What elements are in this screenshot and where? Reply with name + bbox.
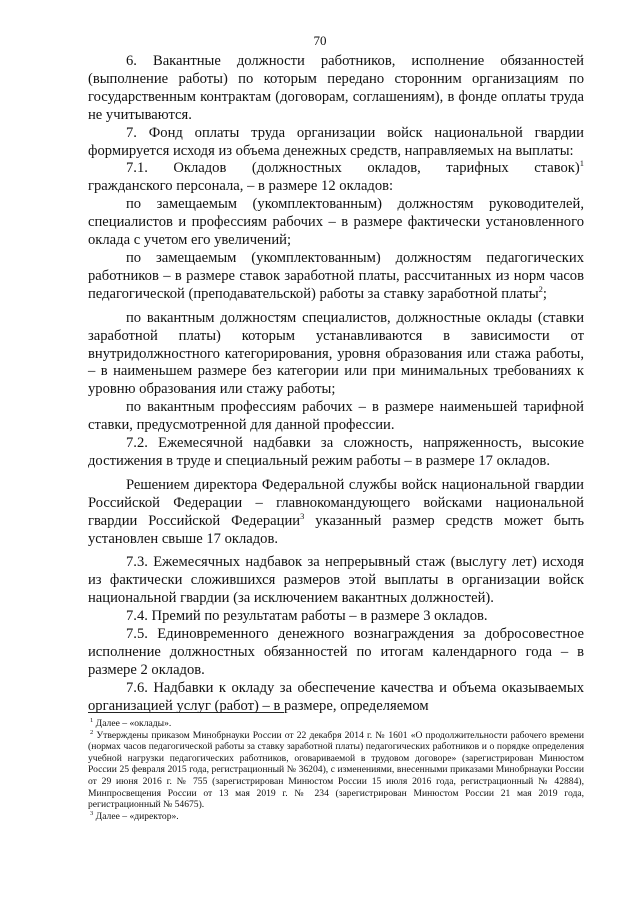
footnote-mark-1: 1 (90, 716, 94, 724)
paragraph-decision-end: указанный размер средств может быть установлен свыше 17 окладов. (88, 512, 584, 547)
paragraph-6: 6. Вакантные должности работников, исполнение обязанностей (выполнение работы) по которым передано сторонним организациям по государственным контрактам (договорам, соглашениям), в фонде оплаты труда не учитываются. (88, 53, 584, 123)
paragraph-vacant-specialists: по вакантным должностям специалистов, должностные оклады (ставки заработной платы) которым устанавливаются в зависимости от внутридолжностного категорирования, уровня образования или стажа работы, – в наименьшем размере без категории или при минимальных требованиях к уровню образования или стажу работы; (88, 309, 584, 398)
footnote-3 (88, 811, 584, 823)
paragraph-7-1-cont: гражданского персонала, – в размере 12 окладов: (88, 178, 394, 195)
footnote-mark-2: 2 (90, 728, 94, 736)
footnote-separator (88, 712, 284, 713)
document-body (88, 53, 584, 716)
footnotes (88, 718, 584, 822)
footnote-ref-3: 3 (300, 510, 305, 521)
footnote-3-text: Далее – «директор». (95, 810, 179, 822)
paragraph-vacant-workers: по вакантным профессиям рабочих – в размере наименьшей тарифной ставки, предусмотренной для данной профессии. (88, 399, 584, 434)
paragraph-decision-text: Решением директора Федеральной службы войск национальной гвардии Российской Федерации – главнокомандующего войсками национальной гвардии Российской Федерации (88, 476, 584, 529)
paragraph-pedagogical-text: по замещаемым (укомплектованным) должностям педагогических работников – в размере ставок заработной платы, рассчитанных из норм часов педагогической (преподавательской) работы за ставку заработной платы (88, 249, 584, 302)
paragraph-pedagogical-end: ; (542, 285, 547, 302)
paragraph-7: 7. Фонд оплаты труда организации войск национальной гвардии формируется исходя из объема денежных средств, направляемых на выплаты: (88, 124, 584, 159)
paragraph-7-1 (88, 160, 584, 178)
paragraph-7-6: 7.6. Надбавки к окладу за обеспечение качества и объема оказываемых организацией услуг (работ) – в размере, определяемом (88, 679, 584, 714)
page-number: 70 (313, 33, 327, 48)
paragraph-managers: по замещаемым (укомплектованным) должностям руководителей, специалистов и профессиям рабочих – в размере фактически установленного оклада с учетом его увеличений; (88, 196, 584, 249)
footnote-2 (88, 730, 584, 811)
paragraph-pedagogical (88, 250, 584, 304)
footnote-ref-1: 1 (579, 158, 584, 169)
paragraph-7-3: 7.3. Ежемесячных надбавок за непрерывный стаж (выслугу лет) исходя из фактически сложившихся размеров этой выплаты в организации войск национальной гвардии (за исключением вакантных должностей). (88, 554, 584, 607)
paragraph-7-2: 7.2. Ежемесячной надбавки за сложность, напряженность, высокие достижения в труде и специальный режим работы – в размере 17 окладов. (88, 435, 584, 469)
footnote-ref-2: 2 (538, 283, 543, 294)
footnote-1-text: Далее – «оклады». (95, 718, 172, 729)
paragraph-7-1-text: 7.1. Окладов (должностных окладов, тарифных ставок) (126, 160, 580, 177)
paragraph-7-5: 7.5. Единовременного денежного вознаграждения за добросовестное исполнение должностных обязанностей по итогам календарного года – в размере 2 окладов. (88, 626, 584, 678)
paragraph-7-4: 7.4. Премий по результатам работы – в размере 3 окладов. (126, 608, 488, 625)
footnote-1 (88, 718, 584, 730)
paragraph-decision (88, 477, 584, 549)
footnote-2-text: Утверждены приказом Минобрнауки России от 22 декабря 2014 г. № 1601 «О продолжительности рабочего времени (нормах часов педагогической работы за ставку заработной платы) педагогических работников и о порядке определения учебной нагрузки педагогических работников, оговариваемой в трудовом договоре» (зарегистрирован Минюстом России 25 февраля 2015 года, регистрационный № 36204), с изменениями, внесенными приказами Минобрнауки России от 29 июня 2016 г. № 755 (зарегистрирован Минюстом России 15 июля 2016 года, регистрационный № 42884), Минпросвещения России от 13 мая 2019 г. № 234 (зарегистрирован Минюстом России 21 мая 2019 года, регистрационный № 54675). (88, 729, 584, 811)
footnote-mark-3: 3 (90, 809, 94, 817)
